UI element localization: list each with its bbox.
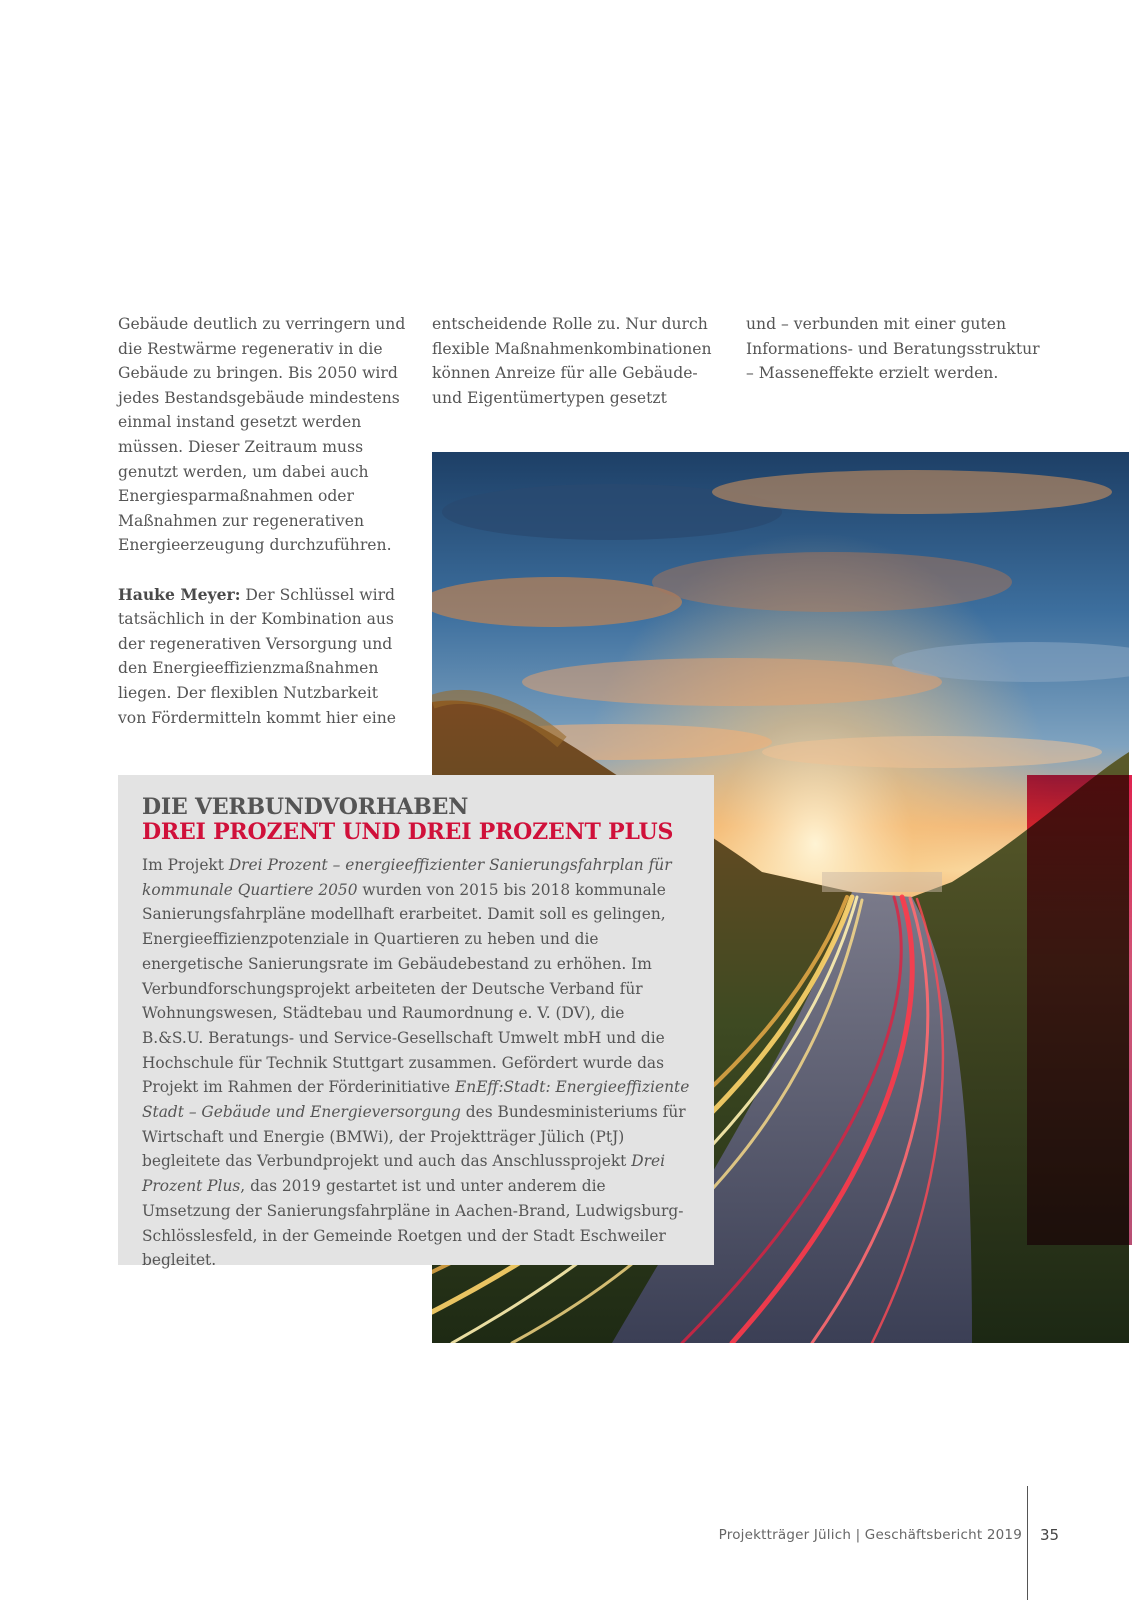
body-text-4: , das 2019 gestartet ist und unter anderem die Umsetzung der Sanierungsfahrpläne in Aachen-Brand, Ludwigsburg-Schlösslesfeld, in der Gemeinde Roetgen und der Stadt Eschweiler begleitet. xyxy=(142,1177,684,1270)
body-italic-3: Drei Prozent Plus xyxy=(142,1152,665,1196)
info-box-body xyxy=(142,853,690,1273)
column-2-paragraph-1: entscheidende Rolle zu. Nur durch flexible Maßnahmenkombinationen können Anreize für alle Gebäude- und Eigentümertypen gesetzt xyxy=(432,315,712,407)
body-italic-1: Drei Prozent – energieeffizienter Sanierungsfahrplan für kommunale Quartiere 2050 xyxy=(142,856,672,899)
speaker-name: Hauke Meyer: xyxy=(118,584,241,604)
footer-divider xyxy=(1027,1486,1028,1600)
body-text-3: des Bundesministeriums für Wirtschaft und Energie (BMWi), der Projektträger Jülich (PtJ) begleitete das Verbundprojekt und auch das Anschlussprojekt xyxy=(142,1103,686,1171)
text-column-2 xyxy=(432,312,732,410)
text-column-3 xyxy=(746,312,1046,386)
text-column-1 xyxy=(118,312,408,730)
column-3-paragraph-1: und – verbunden mit einer guten Informations- und Beratungsstruktur – Masseneffekte erzielt werden. xyxy=(746,315,1040,383)
column-1-paragraph-2 xyxy=(118,583,408,731)
footer-text: Projektträger Jülich | Geschäftsbericht 2019 xyxy=(718,1527,1022,1543)
info-box xyxy=(118,775,714,1270)
body-text-2: wurden von 2015 bis 2018 kommunale Sanierungsfahrpläne modellhaft erarbeitet. Damit soll es gelingen, Energieeffizienzpotenziale in Quartieren zu heben und die energetische Sanierungsrate im Gebäudebestand zu erhöhen. Im Verbundforschungsprojekt arbeiteten der Deutsche Verband für Wohnungswesen, Städtebau und Raumordnung e. V. (DV), die B.&S.U. Beratungs- und Service-Gesellschaft Umwelt mbH und die Hochschule für Technik Stuttgart zusammen. Gefördert wurde das Projekt im Rahmen der Förderinitiative xyxy=(142,880,666,1097)
info-box-title-line-2: DREI PROZENT UND DREI PROZENT PLUS xyxy=(142,819,674,845)
speaker-quote: Der Schlüssel wird tatsächlich in der Kombination aus der regenerativen Versorgung und den Energieeffizienzmaßnahmen liegen. Der flexiblen Nutzbarkeit von Fördermitteln kommt hier eine xyxy=(118,585,396,727)
info-box-title-line-1: DIE VERBUNDVORHABEN xyxy=(142,794,469,820)
info-box-title xyxy=(142,795,690,845)
body-italic-2: EnEff:Stadt: Energieeffiziente Stadt – Gebäude und Energieversorgung xyxy=(142,1078,690,1122)
body-text-1: Im Projekt xyxy=(142,856,229,874)
column-1-paragraph-1: Gebäude deutlich zu verringern und die Restwärme regenerativ in die Gebäude zu bringen. Bis 2050 wird jedes Bestandsgebäude mindestens einmal instand gesetzt werden müssen. Dieser Zeitraum muss genutzt werden, um dabei auch Energiesparmaßnahmen oder Maßnahmen zur regenerativen Energieerzeugung durchzuführen. xyxy=(118,315,406,555)
page-number: 35 xyxy=(1040,1526,1060,1544)
red-overlay-band xyxy=(1027,775,1132,1245)
